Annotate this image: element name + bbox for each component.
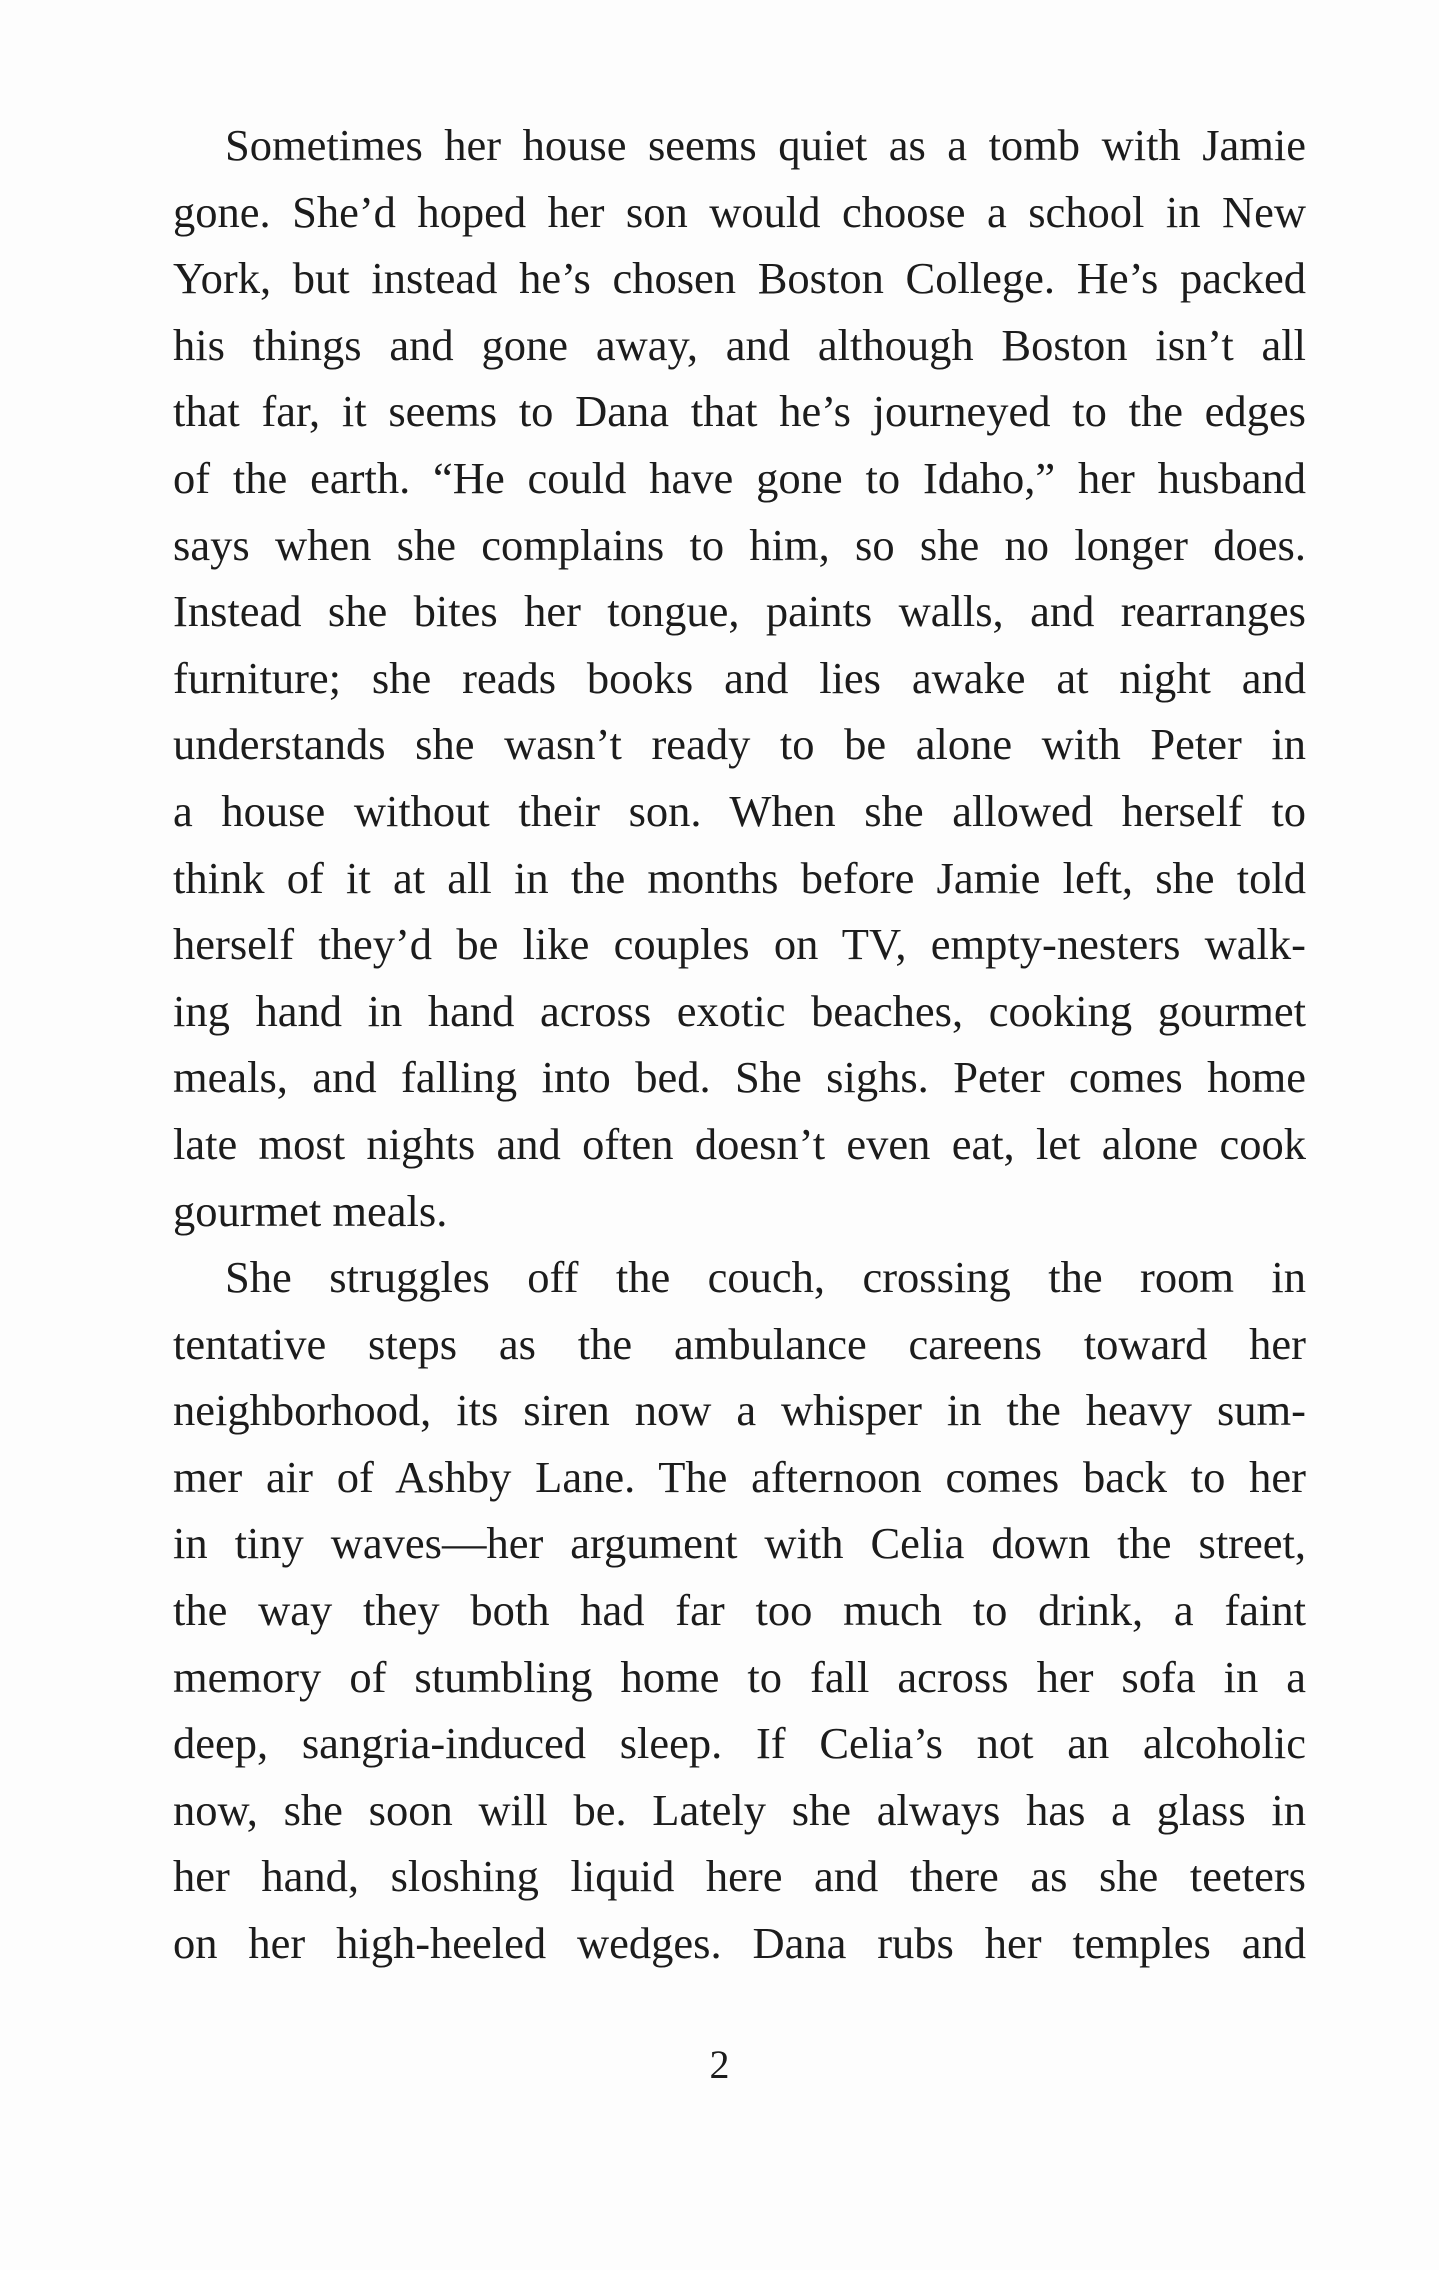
paragraph-2-line: the way they both had far too much to drink, a faint [173, 1585, 1306, 1636]
paragraph-1-line: think of it at all in the months before Jamie left, she told [173, 852, 1306, 903]
paragraph-1-line: York, but instead he’s chosen Boston College. He’s packed [173, 253, 1306, 304]
paragraph-1-line: furniture; she reads books and lies awake at night and [173, 652, 1306, 703]
paragraph-2-line: memory of stumbling home to fall across her sofa in a [173, 1651, 1306, 1702]
paragraph-2-line: her hand, sloshing liquid here and there as she teeters [173, 1851, 1306, 1902]
paragraph-2-line: She struggles off the couch, crossing the room in [225, 1252, 1306, 1303]
paragraph-2-line: deep, sangria-induced sleep. If Celia’s not an alcoholic [173, 1718, 1306, 1769]
paragraph-1-line: herself they’d be like couples on TV, empty-nesters walk- [173, 919, 1306, 970]
paragraph-1-line: of the earth. “He could have gone to Idaho,” her husband [173, 452, 1306, 503]
paragraph-2-line: neighborhood, its siren now a whisper in the heavy sum- [173, 1385, 1306, 1436]
paragraph-1-line: says when she complains to him, so she no longer does. [173, 519, 1306, 570]
paragraph-2-line: on her high-heeled wedges. Dana rubs her temples and [173, 1918, 1306, 1969]
paragraph-1-line: his things and gone away, and although Boston isn’t all [173, 319, 1306, 370]
paragraph-2-line: mer air of Ashby Lane. The afternoon comes back to her [173, 1451, 1306, 1502]
paragraph-2-line: now, she soon will be. Lately she always has a glass in [173, 1784, 1306, 1835]
paragraph-1-line: gone. She’d hoped her son would choose a school in New [173, 186, 1306, 237]
paragraph-1-line: gourmet meals. [173, 1185, 448, 1236]
paragraph-1-line: Instead she bites her tongue, paints walls, and rearranges [173, 586, 1306, 637]
body-text [173, 112, 1306, 1977]
paragraph-1-line: understands she wasn’t ready to be alone with Peter in [173, 719, 1306, 770]
paragraph-1-line: a house without their son. When she allowed herself to [173, 785, 1306, 836]
paragraph-1-line: that far, it seems to Dana that he’s journeyed to the edges [173, 386, 1306, 437]
paragraph-2-line: in tiny waves—her argument with Celia down the street, [173, 1518, 1306, 1569]
page-number: 2 [709, 2042, 730, 2087]
paragraph-1-line: late most nights and often doesn’t even eat, let alone cook [173, 1118, 1306, 1169]
paragraph-2-line: tentative steps as the ambulance careens toward her [173, 1318, 1306, 1369]
paragraph-1-line: meals, and falling into bed. She sighs. Peter comes home [173, 1052, 1306, 1103]
paragraph-1-line: ing hand in hand across exotic beaches, cooking gourmet [173, 985, 1306, 1036]
paragraph-1-line: Sometimes her house seems quiet as a tomb with Jamie [225, 120, 1306, 170]
